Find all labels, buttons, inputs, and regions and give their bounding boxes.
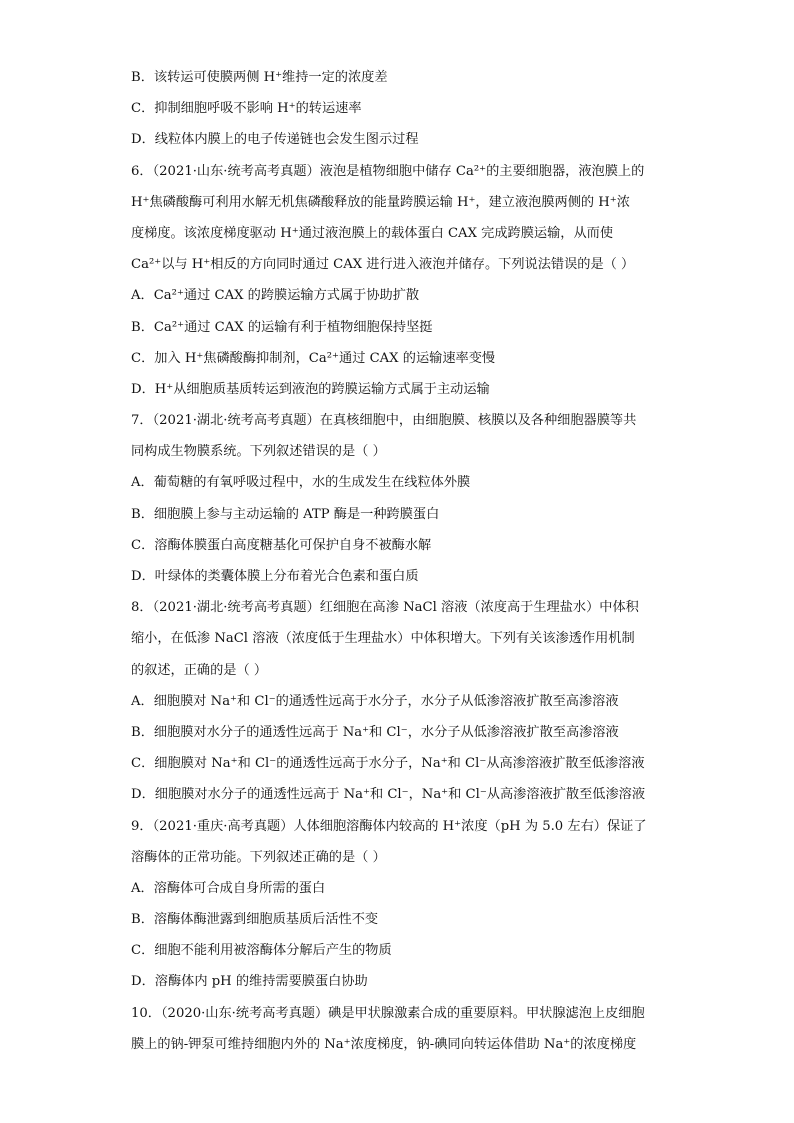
- option-d-q7: D．叶绿体的类囊体膜上分布着光合色素和蛋白质: [131, 569, 419, 584]
- option-b-q5: B．该转运可使膜两侧 H⁺维持一定的浓度差: [131, 70, 388, 85]
- option-b-q6: B．Ca²⁺通过 CAX 的运输有利于植物细胞保持坚挺: [131, 319, 433, 335]
- question-8-stem-line-3: 的叙述，正确的是（ ）: [131, 662, 268, 678]
- question-9-stem-line-2: 溶酶体的正常功能。下列叙述正确的是（ ）: [131, 849, 386, 865]
- option-c-q6: C．加入 H⁺焦磷酸酶抑制剂，Ca²⁺通过 CAX 的运输速率变慢: [131, 350, 496, 366]
- question-text-block: [131, 62, 671, 1060]
- option-d-q9: D．溶酶体内 pH 的维持需要膜蛋白协助: [131, 974, 368, 990]
- question-7-stem-line-1: 7．（2021·湖北·统考高考真题）在真核细胞中，由细胞膜、核膜以及各种细胞器膜等共: [131, 413, 637, 429]
- option-d-q5: D．线粒体内膜上的电子传递链也会发生图示过程: [131, 132, 419, 148]
- question-6-stem-line-1: 6．（2021·山东·统考高考真题）液泡是植物细胞中储存 Ca²⁺的主要细胞器，液泡膜上的: [131, 163, 645, 179]
- question-7-stem-line-2: 同构成生物膜系统。下列叙述错误的是（ ）: [131, 444, 386, 460]
- option-a-q8: A．细胞膜对 Na⁺和 Cl⁻的通透性远高于水分子，水分子从低渗溶液扩散至高渗溶液: [131, 693, 619, 709]
- option-a-q6: A．Ca²⁺通过 CAX 的跨膜运输方式属于协助扩散: [131, 288, 420, 304]
- option-d-q8: D．细胞膜对水分子的通透性远高于 Na⁺和 Cl⁻，Na⁺和 Cl⁻从高渗溶液扩散至低渗溶液: [131, 787, 646, 803]
- question-6-stem-line-4: Ca²⁺以与 H⁺相反的方向同时通过 CAX 进行进入液泡并储存。下列说法错误的是（ ）: [131, 257, 635, 273]
- option-c-q5: C．抑制细胞呼吸不影响 H⁺的转运速率: [131, 101, 362, 117]
- question-9-stem-line-1: 9．（2021·重庆·高考真题）人体细胞溶酶体内较高的 H⁺浓度（pH 为 5.0 左右）保证了: [131, 818, 647, 834]
- option-c-q7: C．溶酶体膜蛋白高度糖基化可保护自身不被酶水解: [131, 537, 432, 553]
- option-d-q6: D．H⁺从细胞质基质转运到液泡的跨膜运输方式属于主动运输: [131, 381, 490, 397]
- option-b-q9: B．溶酶体酶泄露到细胞质基质后活性不变: [131, 912, 379, 928]
- question-6-stem-line-3: 度梯度。该浓度梯度驱动 H⁺通过液泡膜上的载体蛋白 CAX 完成跨膜运输，从而使: [131, 225, 614, 241]
- option-c-q8: C．细胞膜对 Na⁺和 Cl⁻的通透性远高于水分子，Na⁺和 Cl⁻从高渗溶液扩散至低渗溶液: [131, 756, 645, 772]
- question-10-stem-line-2: 膜上的钠-钾泵可维持细胞内外的 Na⁺浓度梯度，钠-碘同向转运体借助 Na⁺的浓度梯度: [131, 1036, 637, 1052]
- question-10-stem-line-1: 10．（2020·山东·统考高考真题）碘是甲状腺激素合成的重要原料。甲状腺滤泡上皮细胞: [131, 1005, 645, 1021]
- question-6-stem-line-2: H⁺焦磷酸酶可利用水解无机焦磷酸释放的能量跨膜运输 H⁺，建立液泡膜两侧的 H⁺浓: [131, 194, 630, 210]
- option-b-q7: B．细胞膜上参与主动运输的 ATP 酶是一种跨膜蛋白: [131, 506, 440, 522]
- question-8-stem-line-2: 缩小，在低渗 NaCl 溶液（浓度低于生理盐水）中体积增大。下列有关该渗透作用机制: [131, 631, 635, 647]
- option-a-q9: A．溶酶体可合成自身所需的蛋白: [131, 880, 326, 896]
- option-b-q8: B．细胞膜对水分子的通透性远高于 Na⁺和 Cl⁻，水分子从低渗溶液扩散至高渗溶液: [131, 724, 619, 740]
- option-c-q9: C．细胞不能利用被溶酶体分解后产生的物质: [131, 943, 392, 959]
- question-8-stem-line-1: 8．（2021·湖北·统考高考真题）红细胞在高渗 NaCl 溶液（浓度高于生理盐水）中体积: [131, 600, 639, 616]
- option-a-q7: A．葡萄糖的有氧呼吸过程中，水的生成发生在线粒体外膜: [131, 475, 471, 491]
